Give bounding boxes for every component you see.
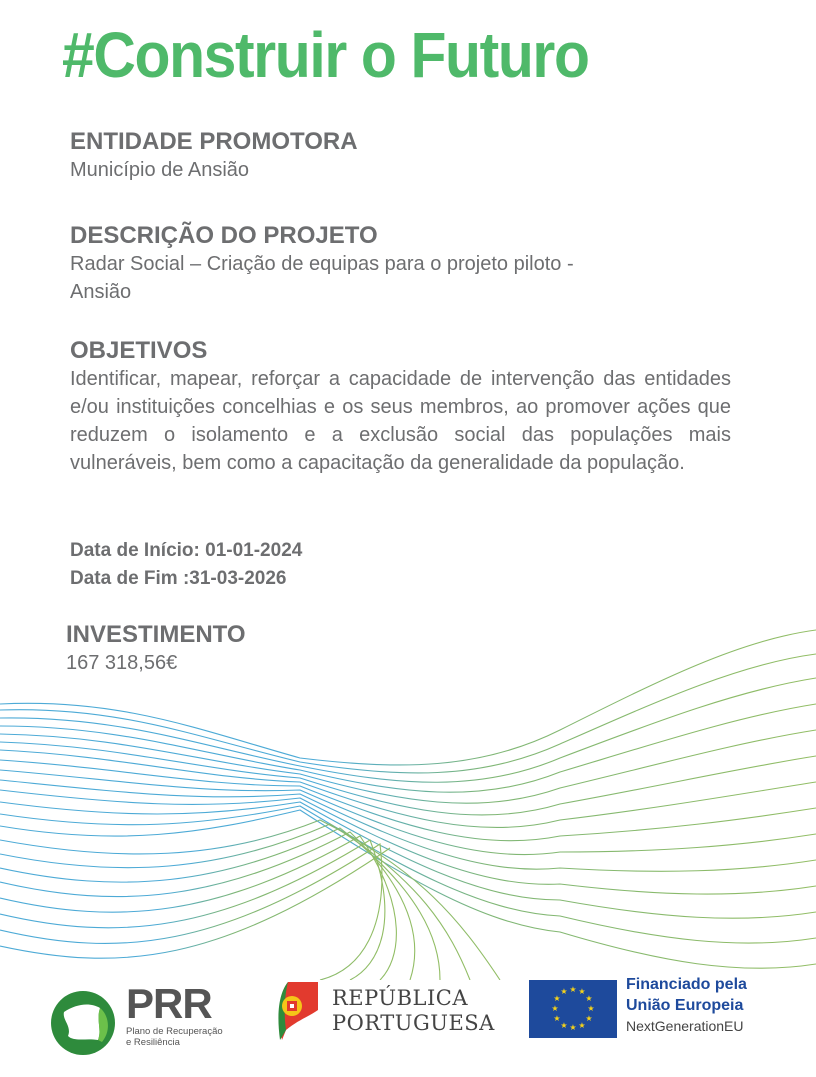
- footer-logos: [0, 970, 816, 1070]
- svg-text:★: ★: [585, 994, 593, 1003]
- prr-emblem-icon: [50, 990, 116, 1056]
- prr-subtitle-line1: Plano de Recuperação: [126, 1026, 223, 1037]
- republica-line2: PORTUGUESA: [332, 1011, 495, 1035]
- descricao-heading: DESCRIÇÃO DO PROJETO: [70, 222, 378, 249]
- investimento-heading: INVESTIMENTO: [66, 621, 246, 648]
- eu-line3: NextGenerationEU: [626, 1018, 744, 1034]
- eu-line1: Financiado pela: [626, 976, 747, 993]
- section-dates: [70, 537, 302, 593]
- prr-subtitle-line2: e Resiliência: [126, 1037, 180, 1048]
- start-date: Data de Início: 01-01-2024: [70, 540, 303, 561]
- republica-portuguesa-logo: [272, 980, 512, 1050]
- prr-logo: [50, 980, 230, 1060]
- portugal-emblem-icon: [274, 980, 320, 1042]
- objetivos-heading: OBJETIVOS: [70, 337, 208, 364]
- svg-text:★: ★: [553, 1014, 561, 1023]
- decorative-wave-lines: [0, 620, 816, 980]
- svg-text:★: ★: [553, 994, 561, 1003]
- eu-funding-logo: [528, 974, 798, 1044]
- end-date: Data de Fim :31-03-2026: [70, 568, 287, 589]
- section-entidade: [70, 128, 358, 184]
- prr-subtitle: [126, 1026, 223, 1048]
- section-objetivos: [70, 337, 731, 477]
- descricao-text-line1: Radar Social – Criação de equipas para o projeto piloto -: [70, 253, 574, 275]
- eu-flag-icon: [529, 980, 617, 1038]
- republica-line1: REPÚBLICA: [332, 986, 469, 1010]
- svg-text:★: ★: [551, 1004, 559, 1013]
- section-descricao: [70, 222, 574, 306]
- svg-text:★: ★: [587, 1004, 595, 1013]
- eu-line2: União Europeia: [626, 997, 744, 1014]
- republica-portuguesa-wordmark: [332, 986, 495, 1036]
- descricao-text-line2: Ansião: [70, 281, 132, 303]
- svg-text:★: ★: [585, 1014, 593, 1023]
- svg-text:★: ★: [560, 1021, 568, 1030]
- svg-text:★: ★: [560, 987, 568, 996]
- svg-text:★: ★: [578, 987, 586, 996]
- page-title: #Construir o Futuro: [62, 19, 589, 91]
- entidade-heading: ENTIDADE PROMOTORA: [70, 128, 358, 155]
- svg-text:★: ★: [569, 1023, 577, 1032]
- svg-text:★: ★: [569, 985, 577, 994]
- entidade-text: Município de Ansião: [70, 159, 250, 181]
- objetivos-text: Identificar, mapear, reforçar a capacidade de intervenção das entidades e/ou instituições concelhias e os seus membros, ao promover ações que reduzem o isolamento e a exclusão social das populações mais vulneráveis, bem como a capacitação da generalidade da população.: [70, 368, 731, 474]
- prr-wordmark: PRR: [126, 980, 212, 1027]
- investimento-value: 167 318,56€: [66, 652, 178, 674]
- svg-text:★: ★: [578, 1021, 586, 1030]
- eu-funding-text: [626, 974, 747, 1037]
